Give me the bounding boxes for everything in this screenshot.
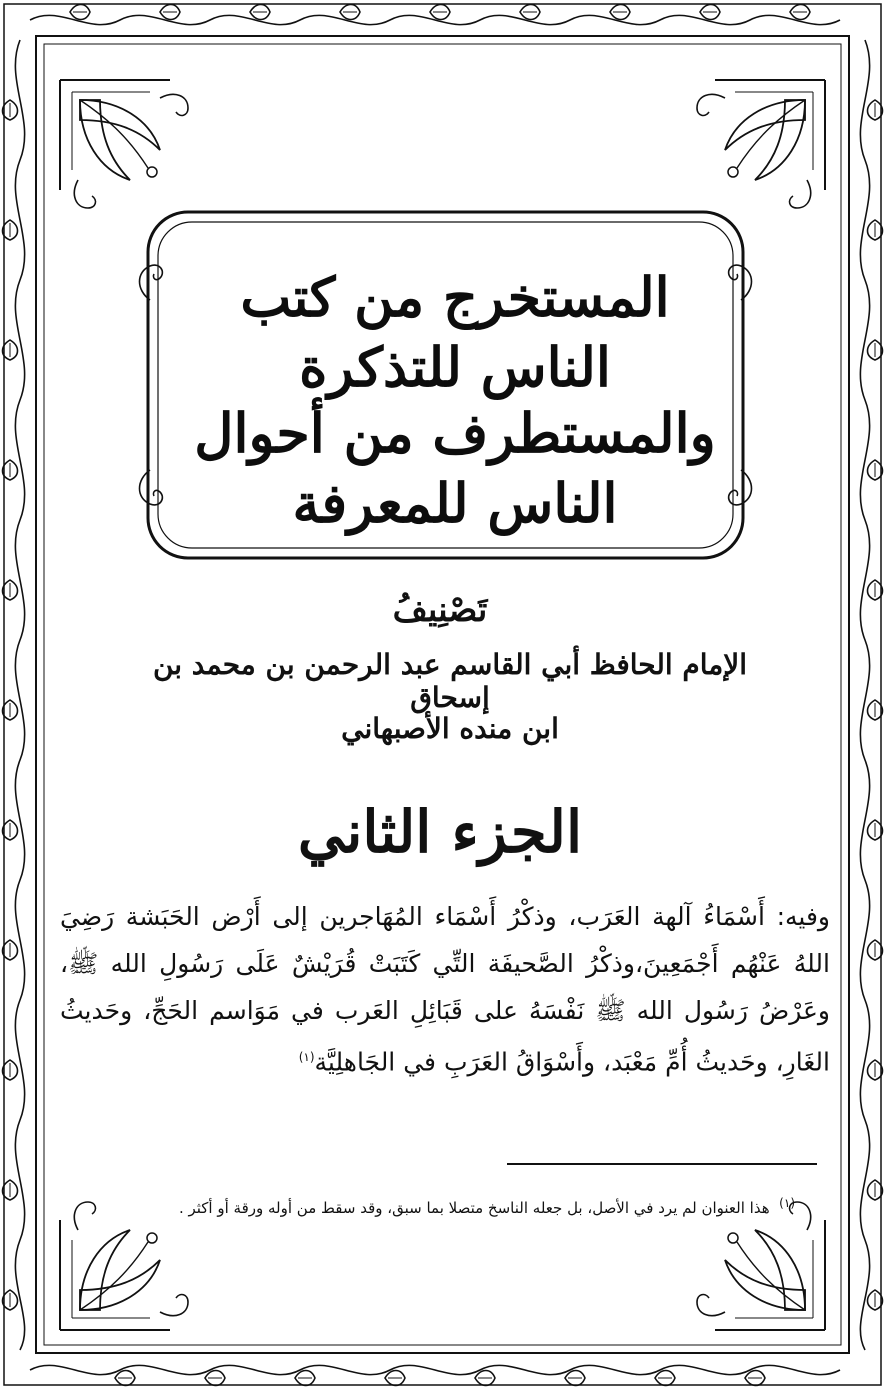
compiled-by-label: تَصْنِيفُ xyxy=(392,590,488,630)
volume-contents-description xyxy=(60,893,830,1085)
author-name-line-2: ابن منده الأصبهاني xyxy=(341,712,559,745)
footnote-divider xyxy=(507,1163,817,1165)
footnote xyxy=(175,1187,795,1224)
footnote-reference: (١) xyxy=(298,1050,315,1064)
title-line-2: والمستطرف من أحوال الناس للمعرفة xyxy=(194,401,716,535)
author-name-line-1: الإمام الحافظ أبي القاسم عبد الرحمن بن محمد بن إسحاق xyxy=(152,648,748,714)
title-line-1: المستخرج من كتب الناس للتذكرة xyxy=(240,265,670,399)
footnote-text: هذا العنوان لم يرد في الأصل، بل جعله الناسخ متصلا بما سبق، وقد سقط من أوله ورقة أو أكثر . xyxy=(178,1199,770,1217)
footnote-mark: (١) xyxy=(779,1196,795,1210)
description-text: وفيه: أَسْمَاءُ آلهة العَرَب، وذكْرُ أَسْمَاء المُهَاجرين إلى أَرْض الحَبَشة رَضِيَ اللهُ عَنْهُم أَجْمَعِينَ،وذكْرُ الصَّحيفَة التِّي كَتَبَتْ قُرَيْشٌ عَلَى رَسُولِ الله ﷺ، وعَرْضُ رَسُول الله ﷺ نَفْسَهُ على قَبَائِلِ العَرب في مَوَاسم الحَجِّ، وحَديثُ الغَارِ، وحَديثُ أُمِّ مَعْبَد، وأَسْوَاقُ العَرَبِ في الجَاهلِيَّة xyxy=(60,902,830,1077)
volume-part-heading: الجزء الثاني xyxy=(297,798,583,866)
